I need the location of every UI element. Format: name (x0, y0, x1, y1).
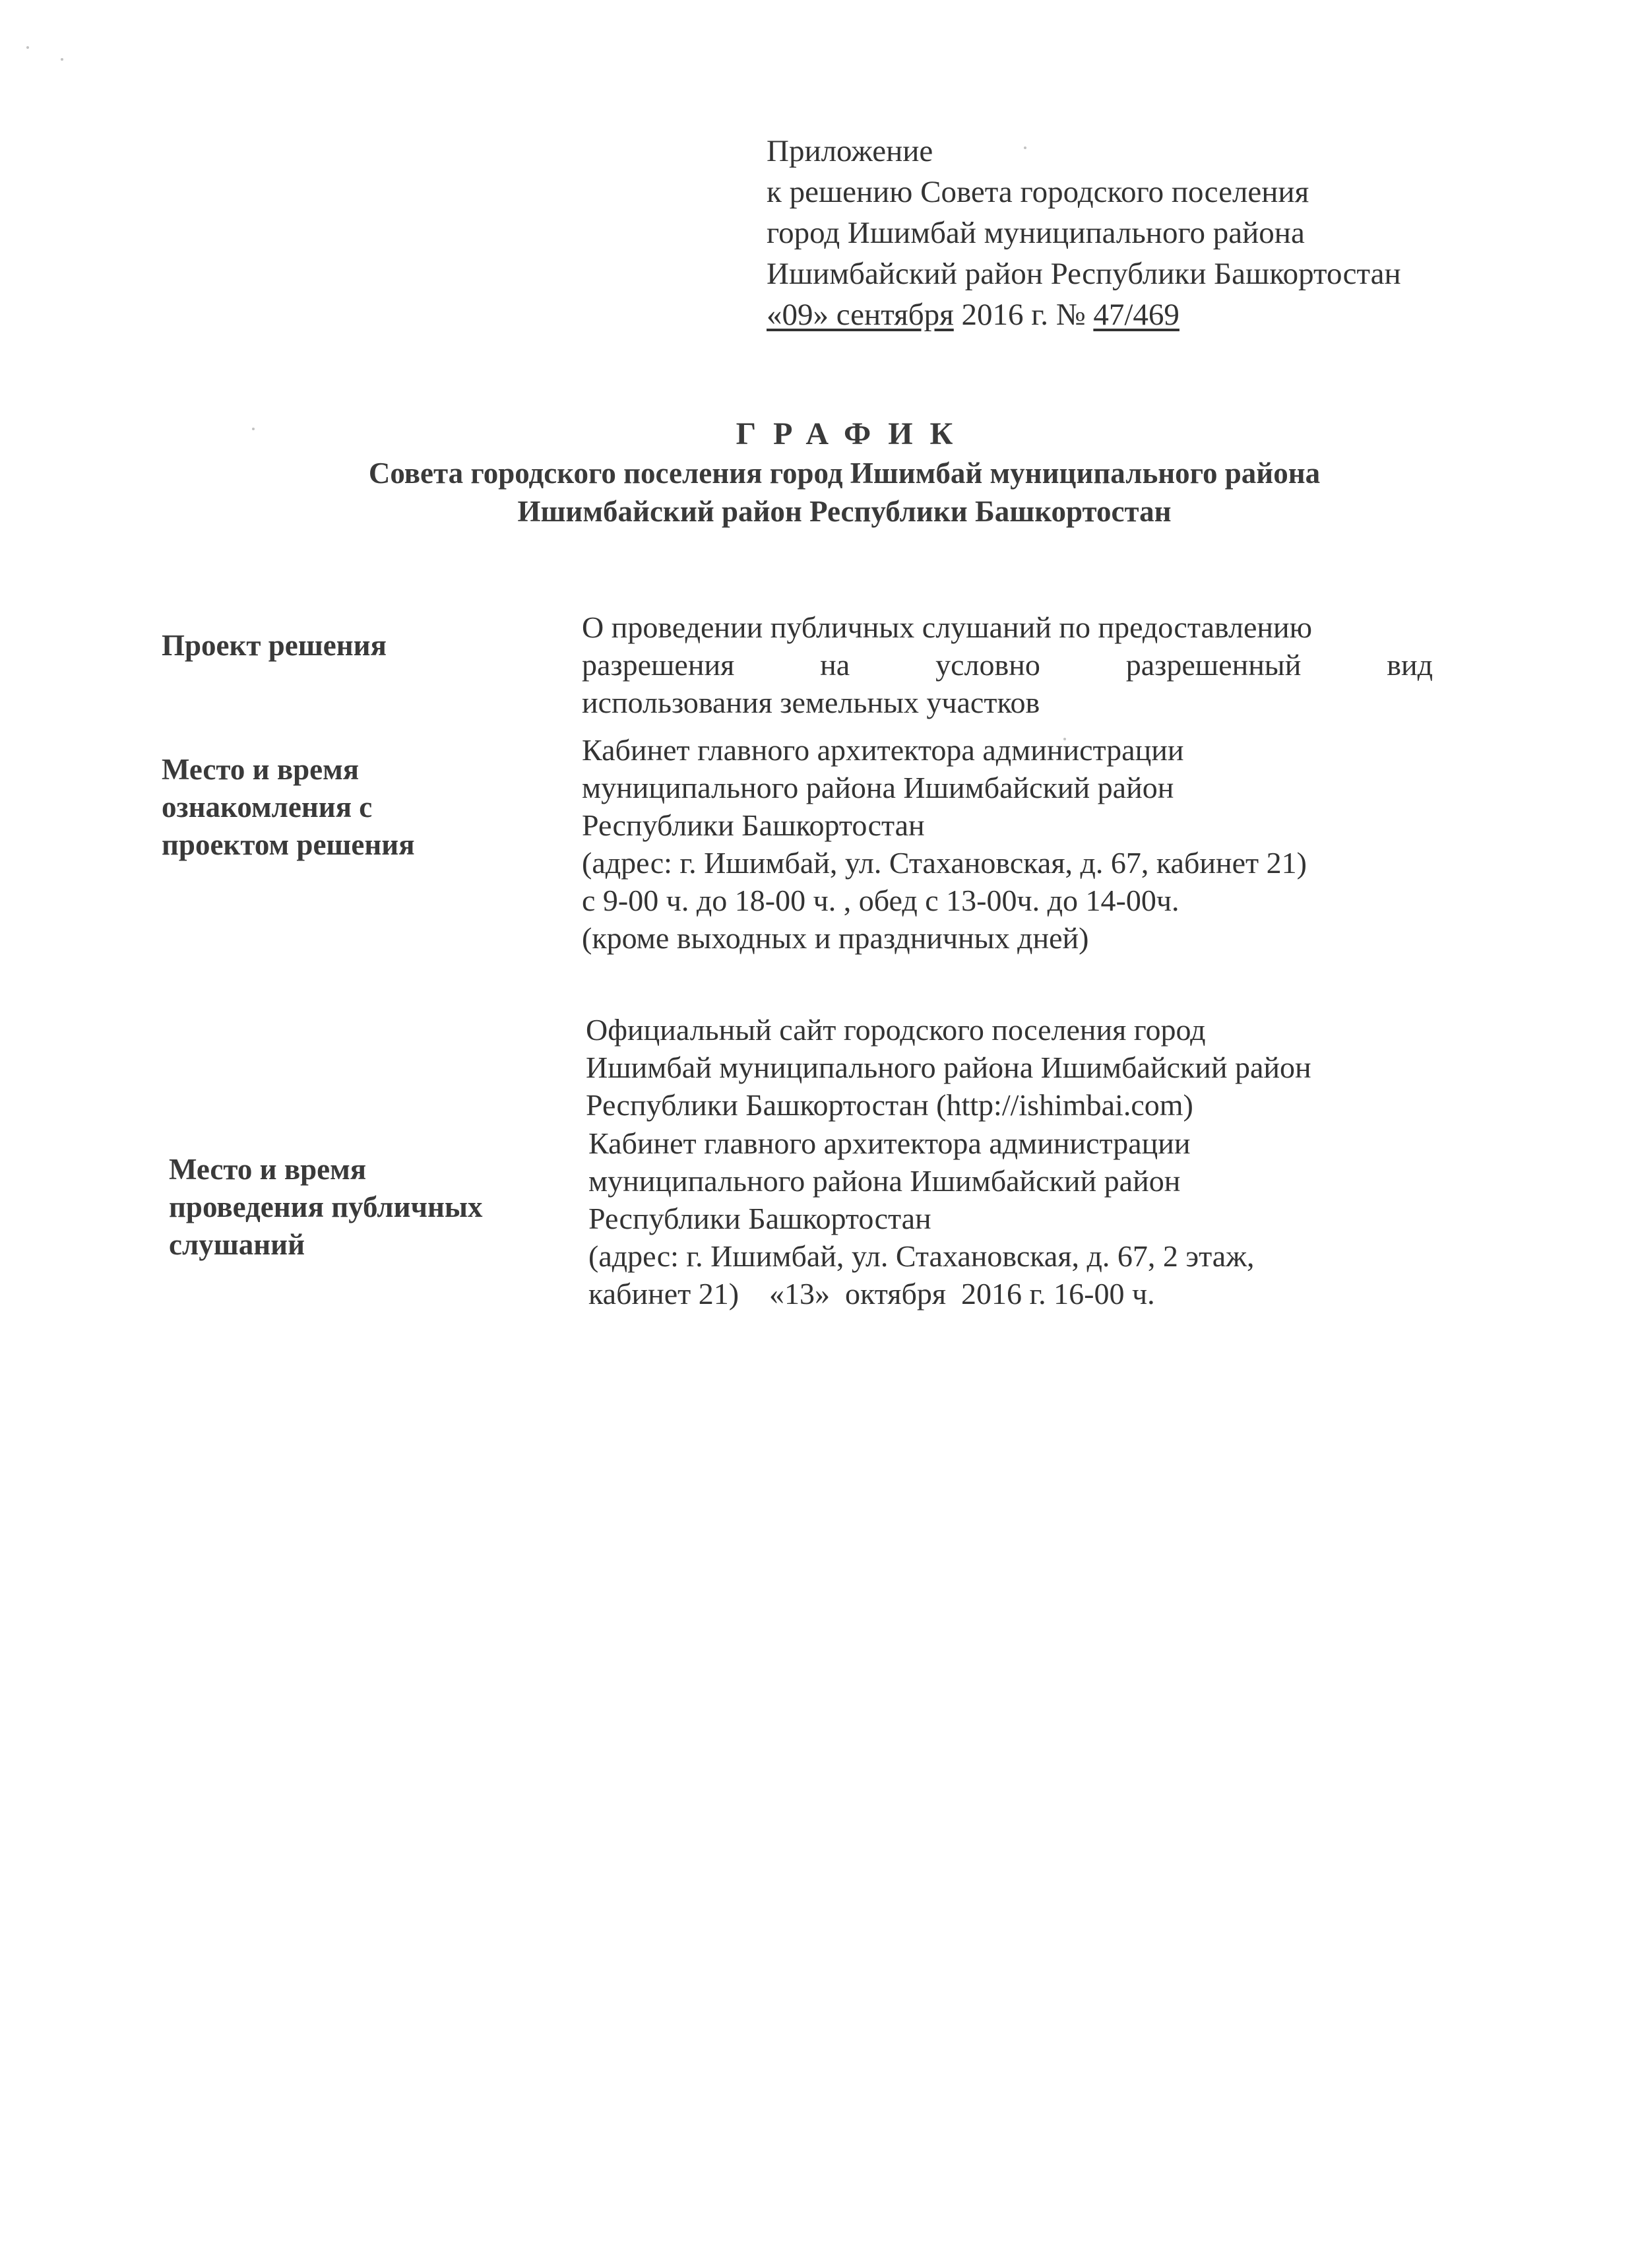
row-value-project (582, 608, 1433, 721)
row-label-review (162, 751, 571, 864)
word: условно (935, 648, 1040, 682)
row-label-line: Место и время (169, 1153, 367, 1186)
appendix-block (767, 131, 1545, 335)
row-value-hearing (588, 1124, 1439, 1312)
appendix-date-line (767, 294, 1545, 335)
row-value-line: Кабинет главного архитектора администрации (582, 733, 1184, 767)
row-label-line: ознакомления с (162, 791, 373, 824)
row-value-line: Официальный сайт городского поселения город (586, 1013, 1206, 1047)
scan-speck (26, 46, 29, 49)
word: разрешенный (1125, 648, 1302, 682)
row-value-line: использования земельных участков (582, 686, 1040, 719)
row-value-line: Республики Башкортостан (588, 1202, 931, 1235)
row-label-line: проведения публичных (169, 1190, 483, 1223)
document-subtitle-line: Ишимбайский район Республики Башкортостан (517, 495, 1172, 528)
row-label-line: слушаний (169, 1228, 305, 1261)
row-value-line: (кроме выходных и праздничных дней) (582, 921, 1089, 955)
word: вид (1387, 648, 1433, 682)
appendix-line: к решению Совета городского поселения (767, 175, 1309, 209)
word: разрешения (582, 648, 735, 682)
scan-speck (61, 58, 63, 61)
row-value-line: с 9-00 ч. до 18-00 ч. , обед с 13-00ч. до 14-00ч. (582, 884, 1180, 917)
row-value-line: Республики Башкортостан (http://ishimbai.com) (586, 1088, 1193, 1122)
appendix-year: 2016 г. № (953, 298, 1094, 332)
row-value-line: Кабинет главного архитектора администрации (588, 1126, 1191, 1160)
appendix-line: город Ишимбай муниципального района (767, 216, 1305, 250)
row-value-website (586, 1011, 1437, 1124)
document-subtitle-line: Совета городского поселения город Ишимбай муниципального района (368, 457, 1321, 490)
row-value-line: Республики Башкортостан (582, 808, 925, 842)
row-label-line: Проект решения (162, 629, 387, 662)
row-label-hearing (169, 1151, 578, 1264)
row-value-line: (адрес: г. Ишимбай, ул. Стахановская, д. 67, кабинет 21) (582, 846, 1307, 880)
appendix-number: 47/469 (1093, 298, 1180, 332)
row-value-line: муниципального района Ишимбайский район (582, 771, 1174, 804)
row-label-line: проектом решения (162, 828, 415, 861)
appendix-line: Приложение (767, 134, 933, 168)
row-value-justified-line (582, 646, 1433, 684)
appendix-date: «09» сентября (767, 298, 954, 332)
row-value-line: О проведении публичных слушаний по предоставлению (582, 610, 1313, 644)
row-value-line: Ишимбай муниципального района Ишимбайский район (586, 1051, 1311, 1084)
row-value-line: муниципального района Ишимбайский район (588, 1164, 1181, 1198)
title-block (198, 414, 1491, 531)
document-title: ГРАФИК (736, 416, 970, 451)
row-value-review (582, 731, 1433, 957)
word: на (820, 648, 850, 682)
appendix-line: Ишимбайский район Республики Башкортостан (767, 257, 1401, 291)
row-value-line: кабинет 21) «13» октября 2016 г. 16-00 ч. (588, 1277, 1155, 1311)
row-label-line: Место и время (162, 753, 360, 786)
row-value-line: (адрес: г. Ишимбай, ул. Стахановская, д. 67, 2 этаж, (588, 1239, 1255, 1273)
row-label-project (162, 627, 571, 664)
